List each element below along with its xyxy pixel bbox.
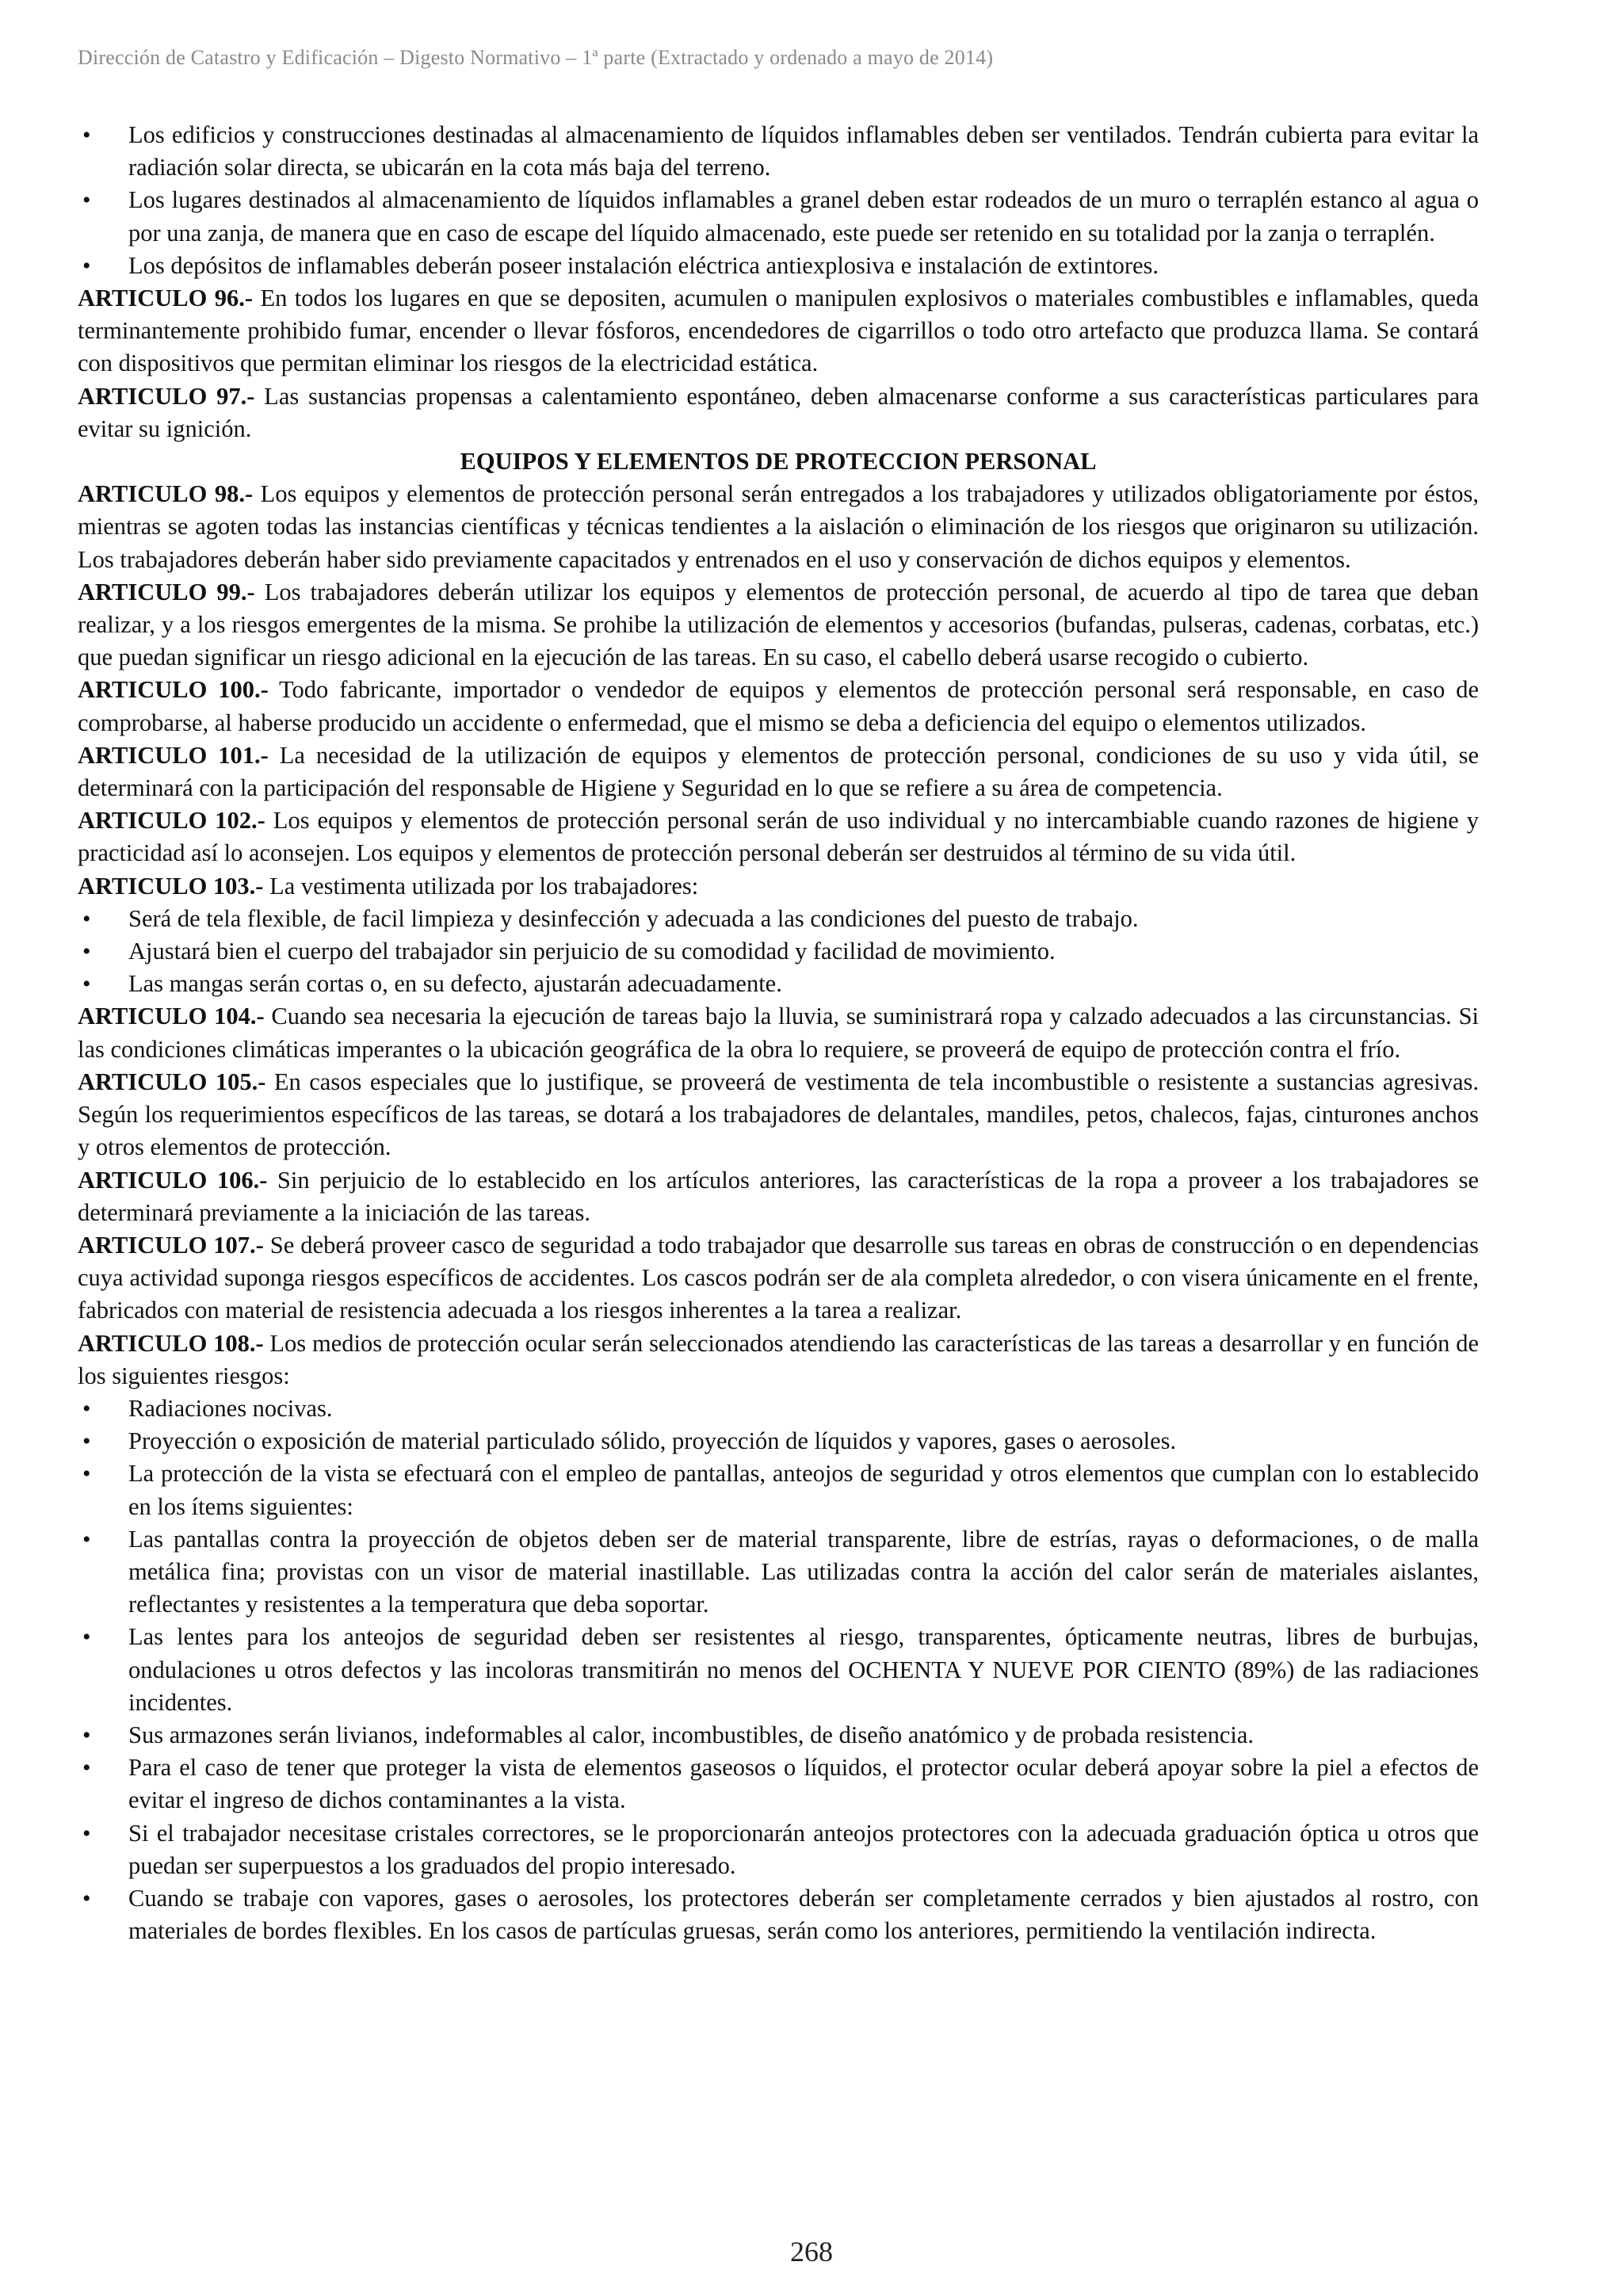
list-item: • Radiaciones nocivas.	[78, 1392, 1479, 1425]
article-96	[78, 282, 1479, 380]
article-101	[78, 739, 1479, 804]
list-item: • Los depósitos de inflamables deberán poseer instalación eléctrica antiexplosiva e instalación de extintores.	[78, 250, 1479, 282]
article-text: Todo fabricante, importador o vendedor de equipos y elementos de protección personal será responsable, en caso de comprobarse, al haberse producido un accidente o enfermedad, que el mismo se deba a deficiencia del equipo o elementos utilizados.	[78, 676, 1480, 736]
article-98	[78, 478, 1479, 576]
article-108	[78, 1328, 1479, 1392]
article-99	[78, 576, 1479, 674]
flammables-bullet-list	[78, 119, 1479, 282]
article-title: ARTICULO 104.-	[78, 1003, 265, 1030]
article-text: Se deberá proveer casco de seguridad a todo trabajador que desarrolle sus tareas en obras de construcción o en dependencias cuya actividad suponga riesgos específicos de accidentes. Los cascos podrán ser de ala completa alrededor, o con visera únicamente en el frente, fabricados con material de resistencia adecuada a los riesgos inherentes a la tarea a realizar.	[78, 1231, 1479, 1324]
article-104	[78, 1000, 1479, 1065]
article-100	[78, 674, 1479, 739]
article-text: Las sustancias propensas a calentamiento espontáneo, deben almacenarse conforme a sus características particulares para evitar su ignición.	[78, 382, 1479, 442]
article-title: ARTICULO 100.-	[78, 676, 269, 704]
article-title: ARTICULO 108.-	[78, 1329, 264, 1357]
article-text: En todos los lugares en que se depositen, acumulen o manipulen explosivos o materiales combustibles e inflamables, queda terminantemente prohibido fumar, encender o llevar fósforos, encendedores de cigarrillos o todo otro artefacto que produzca llama. Se contará con dispositivos que permitan eliminar los riesgos de la electricidad estática.	[78, 285, 1479, 377]
list-item: • Cuando se trabaje con vapores, gases o aerosoles, los protectores deberán ser completamente cerrados y bien ajustados al rostro, con materiales de bordes flexibles. En los casos de partículas gruesas, serán como los anteriores, permitiendo la ventilación indirecta.	[78, 1882, 1479, 1947]
list-item: • Las lentes para los anteojos de seguridad deben ser resistentes al riesgo, transparentes, ópticamente neutras, libres de burbujas, ondulaciones u otros defectos y las incoloras transmitirán no menos del OCHENTA Y NUEVE POR CIENTO (89%) de las radiaciones incidentes.	[78, 1621, 1479, 1719]
article-text: La vestimenta utilizada por los trabajadores:	[263, 872, 699, 900]
article-title: ARTICULO 102.-	[78, 807, 265, 835]
list-item: • La protección de la vista se efectuará con el empleo de pantallas, anteojos de seguridad y otros elementos que cumplan con lo establecido en los ítems siguientes:	[78, 1457, 1479, 1522]
article-title: ARTICULO 106.-	[78, 1166, 268, 1194]
article-text: Los equipos y elementos de protección personal serán de uso individual y no intercambiable cuando razones de higiene y practicidad así lo aconsejen. Los equipos y elementos de protección personal deberán ser destruidos al término de su vida útil.	[78, 807, 1479, 867]
article-title: ARTICULO 105.-	[78, 1068, 266, 1095]
article-105	[78, 1066, 1479, 1164]
page-number: 268	[790, 2236, 833, 2267]
document-body	[78, 119, 1479, 1947]
running-header: Dirección de Catastro y Edificación – Digesto Normativo – 1ª parte (Extractado y ordenado a mayo de 2014)	[78, 46, 994, 69]
article-title: ARTICULO 107.-	[78, 1231, 264, 1259]
article-title: ARTICULO 96.-	[78, 285, 254, 312]
list-item: • Las pantallas contra la proyección de objetos deben ser de material transparente, libre de estrías, rayas o deformaciones, o de malla metálica fina; provistas con un visor de material inastillable. Las utilizadas contra la acción del calor serán de materiales aislantes, reflectantes y resistentes a la temperatura que deba soportar.	[78, 1523, 1479, 1622]
article-97	[78, 380, 1479, 445]
article-title: ARTICULO 103.-	[78, 872, 264, 900]
article-text: Los trabajadores deberán utilizar los equipos y elementos de protección personal, de acuerdo al tipo de tarea que deban realizar, y a los riesgos emergentes de la misma. Se prohibe la utilización de elementos y accesorios (bufandas, pulseras, cadenas, corbatas, etc.) que puedan significar un riesgo adicional en la ejecución de las tareas. En su caso, el cabello deberá usarse recogido o cubierto.	[78, 578, 1479, 671]
section-heading: EQUIPOS Y ELEMENTOS DE PROTECCION PERSONAL	[460, 448, 1097, 476]
article-102	[78, 804, 1479, 869]
article-title: ARTICULO 97.-	[78, 382, 255, 410]
list-item: • Los edificios y construcciones destinadas al almacenamiento de líquidos inflamables deben ser ventilados. Tendrán cubierta para evitar la radiación solar directa, se ubicarán en la cota más baja del terreno.	[78, 119, 1479, 184]
article-title: ARTICULO 98.-	[78, 480, 254, 508]
article-text: Cuando sea necesaria la ejecución de tareas bajo la lluvia, se suministrará ropa y calzado adecuados a las circunstancias. Si las condiciones climáticas imperantes o la ubicación geográfica de la obra lo requiere, se proveerá de equipo de protección contra el frío.	[78, 1003, 1480, 1063]
article-text: Sin perjuicio de lo establecido en los artículos anteriores, las características de la ropa a proveer a los trabajadores se determinará previamente a la iniciación de las tareas.	[78, 1166, 1480, 1226]
list-item: • Si el trabajador necesitase cristales correctores, se le proporcionarán anteojos protectores con la adecuada graduación óptica u otros que puedan ser superpuestos a los graduados del propio interesado.	[78, 1817, 1479, 1882]
list-item: • Sus armazones serán livianos, indeformables al calor, incombustibles, de diseño anatómico y de probada resistencia.	[78, 1719, 1479, 1752]
eye-protection-bullet-list	[78, 1392, 1479, 1947]
article-103	[78, 870, 1479, 903]
article-106	[78, 1164, 1479, 1229]
article-title: ARTICULO 101.-	[78, 741, 269, 769]
clothing-bullet-list	[78, 903, 1479, 1001]
list-item: • Para el caso de tener que proteger la vista de elementos gaseosos o líquidos, el protector ocular deberá apoyar sobre la piel a efectos de evitar el ingreso de dichos contaminantes a la vista.	[78, 1752, 1479, 1817]
article-text: En casos especiales que lo justifique, se proveerá de vestimenta de tela incombustible o resistente a sustancias agresivas. Según los requerimientos específicos de las tareas, se dotará a los trabajadores de delantales, mandiles, petos, chalecos, fajas, cinturones anchos y otros elementos de protección.	[78, 1068, 1480, 1161]
article-title: ARTICULO 99.-	[78, 578, 255, 606]
list-item: • Los lugares destinados al almacenamiento de líquidos inflamables a granel deben estar rodeados de un muro o terraplén estanco al agua o por una zanja, de manera que en caso de escape del líquido almacenado, este puede ser retenido en su totalidad por la zanja o terraplén.	[78, 184, 1479, 249]
list-item: • Será de tela flexible, de facil limpieza y desinfección y adecuada a las condiciones del puesto de trabajo.	[78, 903, 1479, 935]
article-text: La necesidad de la utilización de equipos y elementos de protección personal, condiciones de su uso y vida útil, se determinará con la participación del responsable de Higiene y Seguridad en lo que se refiere a su área de competencia.	[78, 741, 1480, 802]
article-text: Los equipos y elementos de protección personal serán entregados a los trabajadores y utilizados obligatoriamente por éstos, mientras se agoten todas las instancias científicas y técnicas tendientes a la aislación o eliminación de los riesgos que originaron su utilización. Los trabajadores deberán haber sido previamente capacitados y entrenados en el uso y conservación de dichos equipos y elementos.	[78, 480, 1480, 573]
article-text: Los medios de protección ocular serán seleccionados atendiendo las características de las tareas a desarrollar y en función de los siguientes riesgos:	[78, 1329, 1480, 1389]
article-107	[78, 1229, 1479, 1328]
list-item: • Proyección o exposición de material particulado sólido, proyección de líquidos y vapores, gases o aerosoles.	[78, 1425, 1479, 1457]
list-item: • Ajustará bien el cuerpo del trabajador sin perjuicio de su comodidad y facilidad de movimiento.	[78, 935, 1479, 968]
list-item: • Las mangas serán cortas o, en su defecto, ajustarán adecuadamente.	[78, 968, 1479, 1000]
